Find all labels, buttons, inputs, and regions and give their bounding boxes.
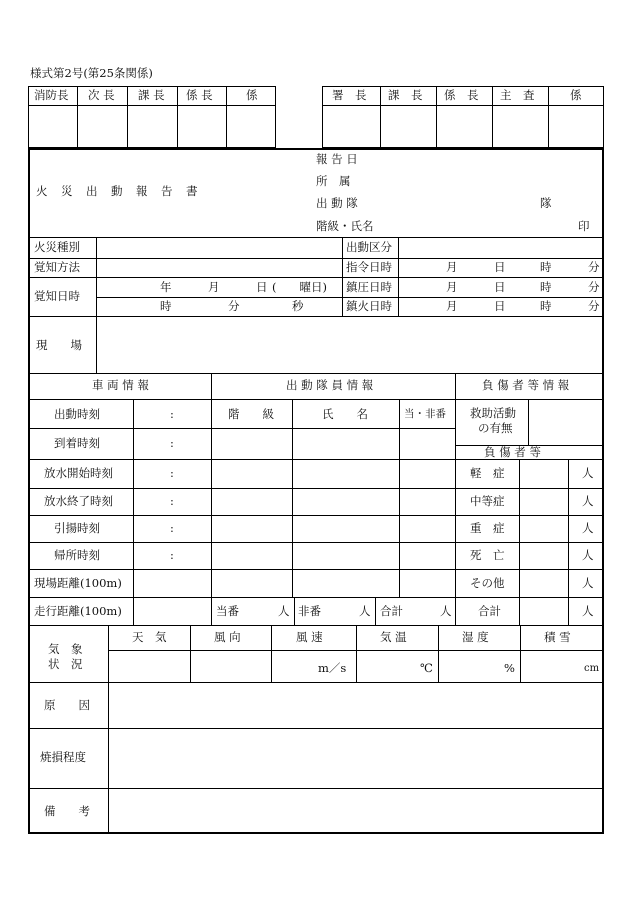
- unit-minute: 分: [588, 280, 600, 294]
- injury-row-minor: 軽 症: [470, 466, 505, 480]
- time-colon: :: [170, 548, 174, 562]
- approval-label-unit-chief: 係 長: [444, 88, 479, 102]
- injury-unit: 人: [582, 466, 594, 480]
- rescue-activity-label-1: 救助活動: [470, 406, 516, 420]
- unit-hour: 時: [540, 280, 552, 294]
- time-colon: :: [170, 466, 174, 480]
- approval-label-section: 課 長: [138, 88, 165, 102]
- command-time-label: 指令日時: [346, 260, 392, 274]
- unit-temperature: ℃: [420, 661, 433, 675]
- weather-label-2: 状 況: [48, 657, 83, 671]
- unit-weekday: ( 曜日): [272, 280, 327, 294]
- rescue-activity-label-2: の有無: [478, 421, 513, 435]
- affiliation-label: 所 属: [316, 174, 351, 188]
- injury-row-serious: 重 症: [470, 521, 505, 535]
- vehicle-row-withdraw: 引揚時刻: [54, 521, 100, 535]
- unit-day: 日: [256, 280, 268, 294]
- weather-header-humidity: 湿 度: [462, 630, 489, 644]
- awareness-method-label: 覚知方法: [34, 260, 80, 274]
- approval-label-clerk: 係: [570, 88, 582, 102]
- unit-year: 年: [160, 280, 172, 294]
- unit-month: 月: [446, 260, 458, 274]
- damage-label: 焼損程度: [40, 750, 86, 764]
- approval-label-inspector: 主 査: [500, 88, 535, 102]
- unit-month: 月: [446, 280, 458, 294]
- unit-humidity: %: [504, 661, 515, 675]
- dispatch-area-label: 出動区分: [346, 240, 392, 254]
- crew-header-name: 氏 名: [322, 407, 368, 421]
- approval-label-unit-head: 係 長: [186, 88, 213, 102]
- approval-label-chief: 消防長: [34, 88, 69, 102]
- unit-hour: 時: [540, 299, 552, 313]
- form-number: 様式第2号(第25条関係): [30, 66, 153, 80]
- approval-label-section-chief: 課 長: [388, 88, 423, 102]
- unit-snow: cm: [584, 663, 600, 674]
- vehicle-row-arrival: 到着時刻: [54, 436, 100, 450]
- unit-hour: 時: [160, 299, 172, 313]
- section-injury-info: 負 傷 者 等 情 報: [482, 378, 570, 392]
- approval-label-station-chief: 署 長: [332, 88, 367, 102]
- time-colon: :: [170, 494, 174, 508]
- vehicle-row-water-start: 放水開始時刻: [44, 466, 113, 480]
- scene-label: 現 場: [36, 338, 82, 352]
- cause-label: 原 因: [44, 698, 90, 712]
- crew-total-on-duty: 当番: [216, 604, 239, 618]
- extinguish-time-label: 鎮火日時: [346, 299, 392, 313]
- weather-header-wind-speed: 風 速: [296, 630, 323, 644]
- awareness-datetime-label: 覚知日時: [34, 289, 80, 303]
- injury-unit: 人: [582, 521, 594, 535]
- unit-day: 日: [494, 280, 506, 294]
- unit-minute: 分: [588, 299, 600, 313]
- weather-header-condition: 天 気: [132, 630, 167, 644]
- injury-unit: 人: [582, 548, 594, 562]
- main-form-frame: [28, 148, 604, 834]
- unit-second: 秒: [292, 299, 304, 313]
- weather-header-wind-direction: 風 向: [214, 630, 241, 644]
- unit-minute: 分: [588, 260, 600, 274]
- crew-unit-person: 人: [278, 604, 290, 618]
- unit-day: 日: [494, 299, 506, 313]
- injury-unit: 人: [582, 576, 594, 590]
- weather-header-snow: 積 雪: [544, 630, 571, 644]
- injury-unit: 人: [582, 494, 594, 508]
- crew-total-off-duty: 非番: [298, 604, 321, 618]
- vehicle-row-water-end: 放水終了時刻: [44, 494, 113, 508]
- unit-minute: 分: [228, 299, 240, 313]
- weather-header-temperature: 気 温: [380, 630, 407, 644]
- approval-label-staff: 係: [246, 88, 258, 102]
- approval-label-deputy: 次 長: [88, 88, 115, 102]
- fire-type-label: 火災種別: [34, 240, 80, 254]
- injured-header: 負 傷 者 等: [484, 445, 541, 459]
- injury-unit: 人: [582, 604, 594, 618]
- injury-row-other: その他: [470, 576, 505, 590]
- report-title: 火 災 出 動 報 告 書: [36, 184, 199, 198]
- crew-total-sum: 合計: [380, 604, 403, 618]
- unit-hour: 時: [540, 260, 552, 274]
- dispatch-unit-label: 出 動 隊: [316, 196, 358, 210]
- vehicle-row-dispatch: 出動時刻: [54, 407, 100, 421]
- unit-month: 月: [208, 280, 220, 294]
- weather-label-1: 気 象: [48, 642, 83, 656]
- crew-header-duty: 当・非番: [404, 408, 446, 420]
- injury-row-total: 合計: [478, 604, 501, 618]
- unit-wind-speed: m／s: [318, 661, 347, 675]
- section-vehicle-info: 車 両 情 報: [92, 378, 149, 392]
- section-crew-info: 出 動 隊 員 情 報: [286, 378, 374, 392]
- time-colon: :: [170, 407, 174, 421]
- injury-row-death: 死 亡: [470, 548, 505, 562]
- rank-name-label: 階級・氏名: [316, 219, 374, 233]
- injury-row-moderate: 中等症: [470, 494, 505, 508]
- vehicle-row-return: 帰所時刻: [54, 548, 100, 562]
- seal-mark: 印: [578, 219, 590, 233]
- vehicle-row-scene-distance: 現場距離(100m): [34, 576, 122, 590]
- report-date-label: 報 告 日: [316, 152, 358, 166]
- time-colon: :: [170, 436, 174, 450]
- crew-unit-person: 人: [440, 604, 452, 618]
- time-colon: :: [170, 521, 174, 535]
- remarks-label: 備 考: [44, 804, 90, 818]
- crew-unit-person: 人: [359, 604, 371, 618]
- unit-day: 日: [494, 260, 506, 274]
- crew-header-rank: 階 級: [228, 407, 274, 421]
- vehicle-row-travel-distance: 走行距離(100m): [34, 604, 122, 618]
- unit-month: 月: [446, 299, 458, 313]
- dispatch-unit-suffix: 隊: [540, 196, 552, 210]
- suppress-time-label: 鎮圧日時: [346, 280, 392, 294]
